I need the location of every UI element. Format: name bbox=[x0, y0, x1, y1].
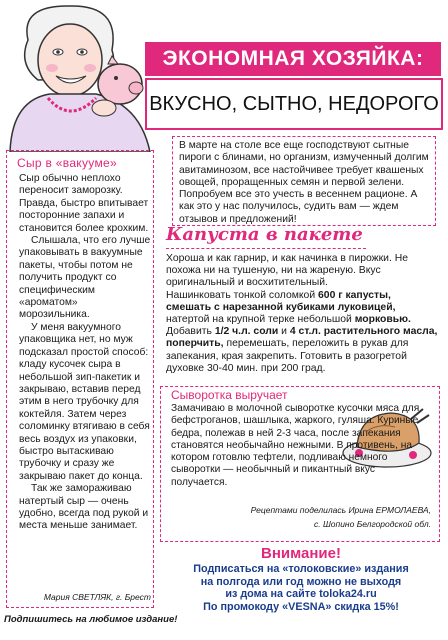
serum-tip-box bbox=[160, 386, 440, 542]
title-line-1: ЭКОНОМНАЯ ХОЗЯЙКА: bbox=[145, 42, 441, 76]
title-line-2: ВКУСНО, СЫТНО, НЕДОРОГО bbox=[145, 78, 443, 130]
cabbage-step-e: Добавить bbox=[166, 326, 215, 338]
cheese-paragraph-1: Сыр обычно неплохо переносит заморозку. Правда, быстро впитывает посторонние запахи и становится более крохким. bbox=[19, 173, 149, 234]
subscribe-note: Подпишитесь на любимое издание! bbox=[4, 614, 178, 625]
attention-line-3: из дома на сайте toloka24.ru bbox=[225, 588, 377, 601]
cabbage-recipe bbox=[166, 253, 438, 375]
serum-signature-name: Рецептами поделилась Ирина ЕРМОЛАЕВА, bbox=[250, 505, 431, 515]
intro-text: В марте на столе все еще господствуют сытные пироги с блинами, но организм, измученный долгим авитаминозом, все настойчивее требует квашеных овощей, проращенных семян и первой зелени. Попробуем все это учесть в весеннем рационе. А как это у нас получилось, судить вам — ждем отзывов и предложений! bbox=[179, 140, 429, 225]
cabbage-text-1: Хороша и как гарнир, и как начинка в пирожки. Не похожа ни на тушеную, ни на жареную. Вкус оригинальный и восхитительный. bbox=[166, 253, 409, 289]
cabbage-step-a: Нашинковать тонкой соломкой bbox=[166, 289, 319, 301]
serum-heading: Сыворотка выручает bbox=[171, 388, 288, 402]
cabbage-step-h: 4 ст.л. растительного масла, поперчить, bbox=[166, 326, 438, 350]
attention-line-2: на полгода или год можно не выходя bbox=[200, 575, 402, 588]
cheese-text bbox=[19, 173, 151, 533]
cheese-tip-box bbox=[6, 150, 154, 608]
cabbage-heading: Капуста в пакете bbox=[166, 224, 363, 245]
serum-signature-place: с. Шопино Белгородской обл. bbox=[314, 519, 431, 529]
attention-line-1: Подписаться на «толоковские» издания bbox=[193, 563, 409, 575]
cabbage-divider bbox=[166, 248, 366, 250]
cabbage-step-b: 600 г капусты, смешать с нарезанной кубиками луковицей, bbox=[166, 289, 396, 313]
cheese-paragraph-4: Так же замораживаю натертый сыр — очень удобно, всегда под рукой и места меньше занимает. bbox=[19, 483, 149, 532]
cabbage-step-f: 1/2 ч.л. соли bbox=[214, 326, 279, 338]
attention-text bbox=[160, 563, 442, 613]
page-title bbox=[145, 42, 443, 130]
intro-box bbox=[172, 136, 436, 226]
housewife-illustration bbox=[0, 0, 160, 152]
attention-title: Внимание! bbox=[261, 545, 341, 562]
attention-line-4: По промокоду «VESNA» скидка 15%! bbox=[203, 600, 399, 613]
cheese-heading: Сыр в «вакууме» bbox=[17, 156, 117, 170]
cabbage-step-c: натертой на крупной терке небольшой bbox=[166, 314, 355, 326]
cheese-paragraph-3: У меня вакуумного упаковщика нет, но муж подсказал простой способ: кладу кусочек сыра в небольшой зип-пакетик и закрываю, вставив перед этим в него трубочку для коктейля. Затем через соломинку втягиваю в себя весь воздух из упаковки, быстро вытаскиваю трубочку и сразу же закрываю пакет до конца. bbox=[19, 321, 150, 482]
cheese-signature: Мария СВЕТЛЯК, г. Брест bbox=[43, 592, 151, 602]
cabbage-text-2 bbox=[166, 290, 438, 375]
serum-text: Замачиваю в молочной сыворотке кусочки мяса для бефстроганов, шашлыка, жаркого, гуляша. Куриные бедра, полежав в ней 2-3 часа, после запекания становятся необычайно нежными. В противень, на котором готовлю тефтели, подливаю немного сыворотки — необычный и пикантный вкус получается. bbox=[171, 403, 420, 488]
cabbage-step-i: перемешать, переложить в рукав для запекания, края закрепить. Готовить в разогретой духовке 30-40 мин. при 200 град. bbox=[166, 338, 409, 374]
cabbage-step-d: морковью. bbox=[354, 314, 411, 326]
cheese-paragraph-2: Слышала, что его лучше упаковывать в вакуумные пакеты, чтобы потом не получить продукт со специфическим «ароматом» морозильника. bbox=[19, 235, 151, 321]
cabbage-step-g: и bbox=[278, 326, 290, 338]
